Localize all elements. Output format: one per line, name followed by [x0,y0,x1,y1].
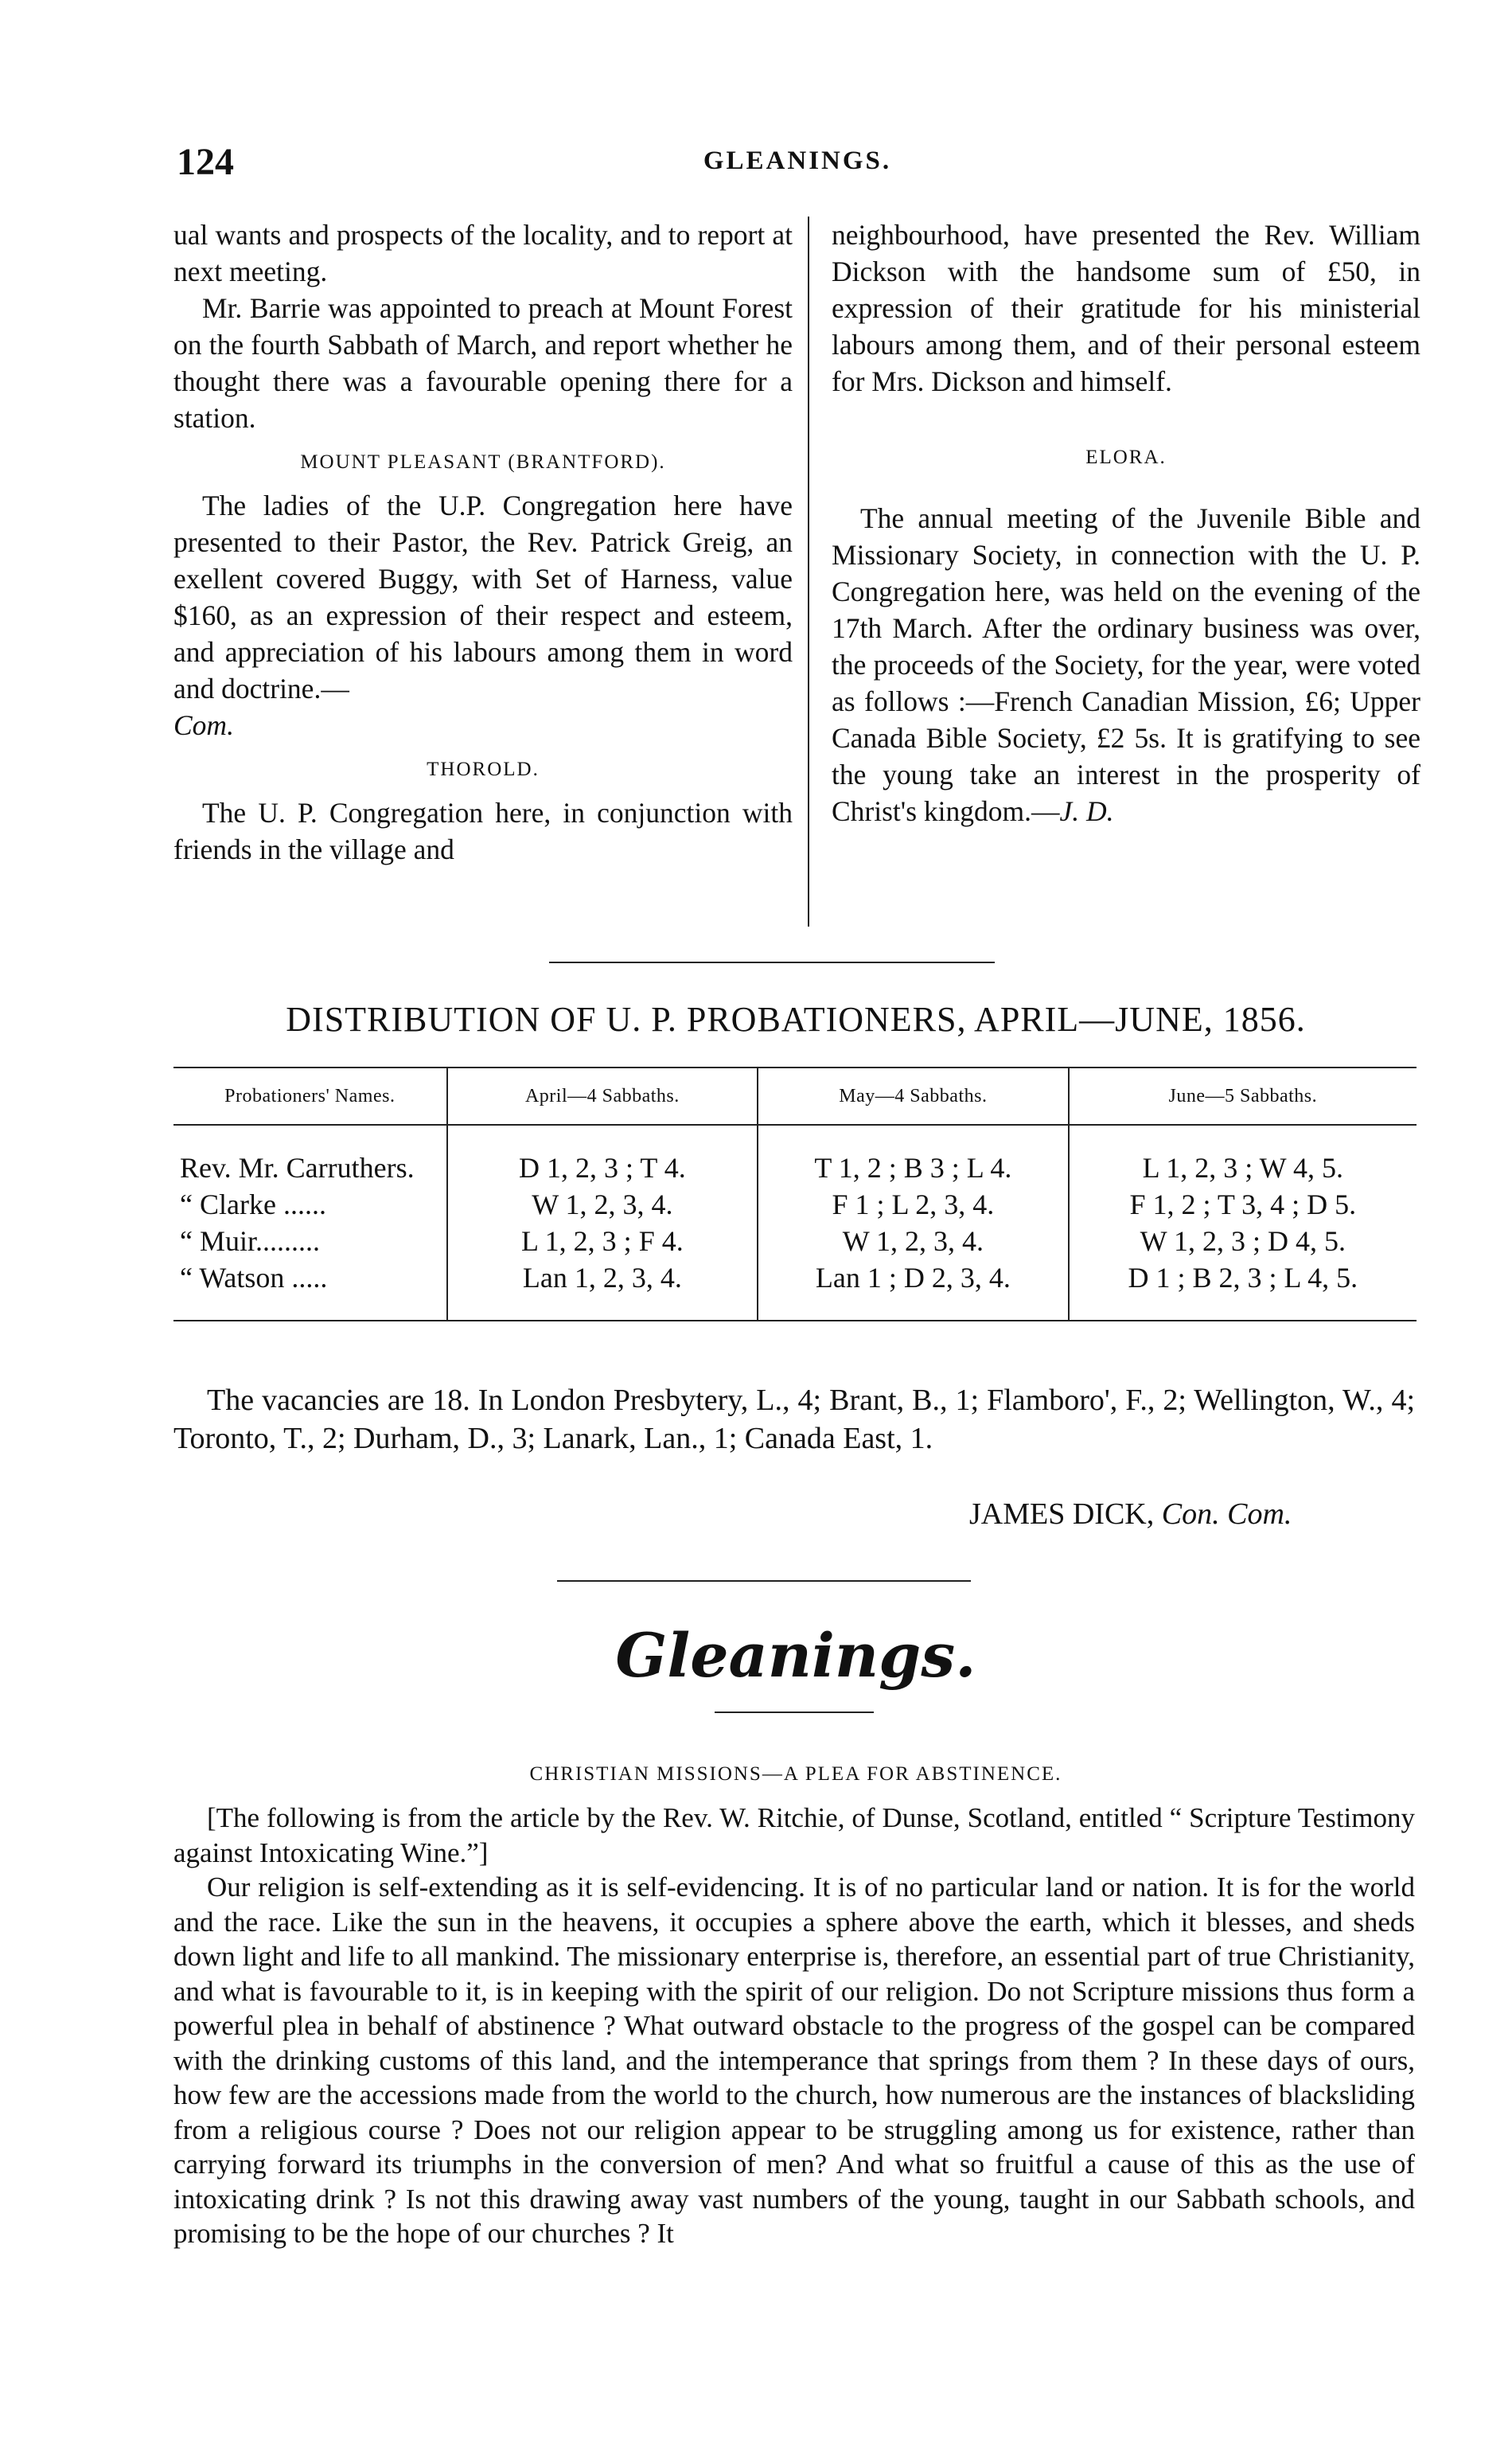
heading-thorold: THOROLD. [427,759,540,780]
page-number: 124 [177,141,234,183]
right-paragraph-2-signature: J. D. [1059,795,1114,827]
right-column [832,217,1420,829]
probationer-name: “ Watson ..... [173,1259,447,1321]
heading-elora: ELORA. [1085,447,1167,468]
left-paragraph-2: Mr. Barrie was appointed to preach at Mount Forest on the fourth Sabbath of March, and report whether he thought there was a favourable opening there for a station. [173,292,793,434]
june-assignment: L 1, 2, 3 ; W 4, 5. [1069,1125,1417,1186]
may-assignment: Lan 1 ; D 2, 3, 4. [758,1259,1069,1321]
april-assignment: W 1, 2, 3, 4. [447,1186,758,1223]
gleanings-heading: Gleanings. [615,1620,976,1691]
distribution-table [173,1067,1417,1321]
may-assignment: F 1 ; L 2, 3, 4. [758,1186,1069,1223]
right-paragraph-2-text: The annual meeting of the Juvenile Bible and Missionary Society, in connection with the U. P. Congregation here, was held on the evening of the 17th March. After the ordinary business was over, the proceeds of the Society, for the year, were voted as follows :—French Canadian Mission, £6; Upper Canada Bible Society, £2 5s. It is gratifying to see the young take an interest in the prosperity of Christ's kingdom.— [832,502,1420,827]
distribution-header-row [173,1068,1417,1125]
left-paragraph-3-signature: Com. [173,709,234,741]
running-title: GLEANINGS. [703,146,892,175]
right-paragraph-1: neighbourhood, have presented the Rev. William Dickson with the handsome sum of £50, in expression of their gratitude for his ministerial labours among them, and of their personal esteem for Mrs. Dickson and himself. [832,219,1420,397]
table-row [173,1186,1417,1223]
signature-name: JAMES DICK, [969,1497,1155,1531]
article [173,1801,1415,2251]
heading-mount-pleasant: MOUNT PLEASANT (BRANTFORD). [300,451,666,473]
running-head [177,140,1418,185]
right-paragraph-2 [832,500,1420,829]
june-assignment: W 1, 2, 3 ; D 4, 5. [1069,1223,1417,1259]
article-intro: [The following is from the article by the Rev. W. Ritchie, of Dunse, Scotland, entitled “ Scripture Testimony against Intoxicating Wine.”] [173,1802,1415,1868]
column-header: Probationers' Names. [173,1068,447,1125]
distribution-title: DISTRIBUTION OF U. P. PROBATIONERS, APRIL—JUNE, 1856. [286,1000,1306,1039]
table-row [173,1259,1417,1321]
june-assignment: D 1 ; B 2, 3 ; L 4, 5. [1069,1259,1417,1321]
april-assignment: Lan 1, 2, 3, 4. [447,1259,758,1321]
june-assignment: F 1, 2 ; T 3, 4 ; D 5. [1069,1186,1417,1223]
left-column [173,217,793,868]
vacancies-note [173,1381,1415,1458]
left-paragraph-1: ual wants and prospects of the locality, and to report at next meeting. [173,219,793,287]
probationer-name: “ Muir......... [180,1225,320,1257]
table-row [173,1223,1417,1259]
section-rule-1 [549,962,995,963]
probationer-name: “ Clarke ...... [180,1189,326,1220]
article-body: Our religion is self-extending as it is self-evidencing. It is of no particular land or nation. It is for the world and the race. Like the sun in the heavens, it occupies a sphere above the earth, which it blesses, and sheds down light and life to all mankind. The missionary enterprise is, therefore, an essential part of true Christianity, and what is favourable to it, is in keeping with the spirit of our religion. Do not Scripture missions thus form a powerful plea in behalf of abstinence ? What outward obstacle to the progress of the gospel can be compared with the drinking customs of this land, and the intemperance that springs from them ? In these days of ours, how few are the accessions made from the world to the church, how numerous are the instances of blacksliding from a religious course ? Does not our religion appear to be struggling among us for existence, rather than carrying forward its triumphs in the conversion of men? And what so fruitful a cause of this as the use of intoxicating drink ? Is not this drawing away vast numbers of the young, taught in our Sabbath schools, and promising to be the hope of our churches ? It [173,1872,1415,2249]
section-rule-2 [557,1580,971,1582]
vacancies-text: The vacancies are 18. In London Presbytery, L., 4; Brant, B., 1; Flamboro', F., 2; Wellington, W., 4; Toronto, T., 2; Durham, D., 3; Lanark, Lan., 1; Canada East, 1. [173,1384,1415,1455]
probationer-name: Rev. Mr. Carruthers. [180,1152,415,1184]
signature-title: Con. Com. [1161,1497,1292,1531]
column-divider [808,217,809,927]
left-paragraph-4: The U. P. Congregation here, in conjunction with friends in the village and [173,797,793,865]
article-title: CHRISTIAN MISSIONS—A PLEA FOR ABSTINENCE. [529,1763,1062,1785]
left-paragraph-3 [173,487,793,744]
signature [969,1497,1292,1532]
may-assignment: W 1, 2, 3, 4. [758,1223,1069,1259]
column-header: May—4 Sabbaths. [758,1068,1069,1125]
column-header: June—5 Sabbaths. [1069,1068,1417,1125]
may-assignment: T 1, 2 ; B 3 ; L 4. [758,1125,1069,1186]
april-assignment: L 1, 2, 3 ; F 4. [447,1223,758,1259]
column-header: April—4 Sabbaths. [447,1068,758,1125]
left-paragraph-3-text: The ladies of the U.P. Congregation here have presented to their Pastor, the Rev. Patrick Greig, an exellent covered Buggy, with Set of Harness, value $160, as an expression of their respect and esteem, and appreciation of his labours among them in word and doctrine.— [173,490,793,705]
section-rule-3 [715,1712,874,1713]
table-row [173,1125,1417,1186]
april-assignment: D 1, 2, 3 ; T 4. [447,1125,758,1186]
